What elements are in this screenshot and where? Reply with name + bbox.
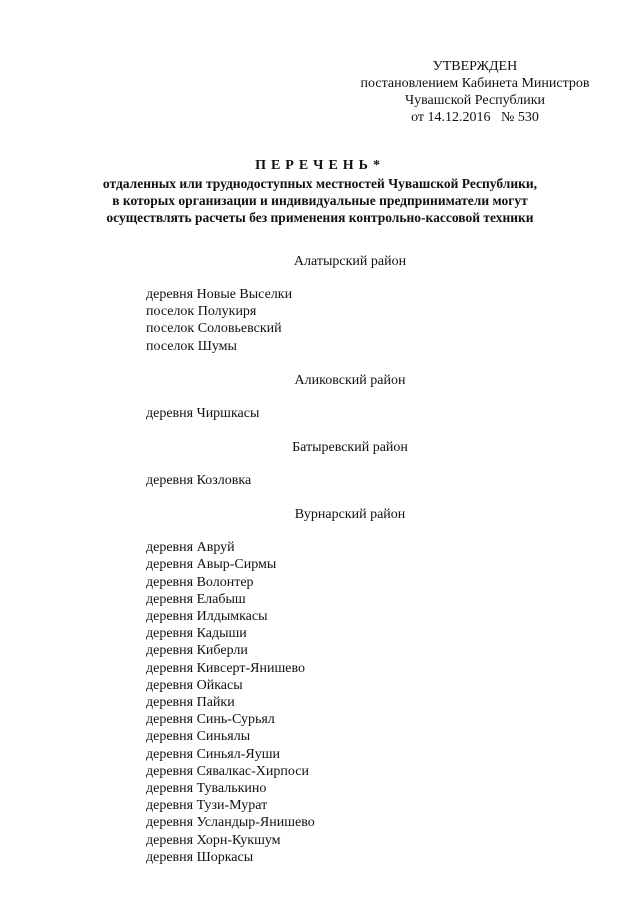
settlement-item: поселок Шумы — [146, 338, 237, 354]
settlement-item: деревня Хорн-Кукшум — [146, 832, 281, 848]
settlement-item: деревня Пайки — [146, 695, 235, 711]
settlement-item: деревня Синьял-Яуши — [146, 746, 280, 762]
district-heading: Аликовский район — [294, 372, 406, 388]
settlement-item: деревня Сявалкас-Хирпоси — [146, 763, 309, 779]
settlement-item: поселок Соловьевский — [146, 321, 282, 337]
settlement-list — [0, 539, 640, 866]
document-title: ПЕРЕЧЕНЬ* — [255, 158, 385, 173]
subtitle-line-2: в которых организации и индивидуальные предприниматели могут — [112, 193, 528, 208]
district-section — [0, 439, 640, 489]
document-header — [0, 157, 640, 226]
approval-resolution: постановлением Кабинета Министров — [360, 76, 590, 91]
district-section — [0, 506, 640, 866]
approval-heading: УТВЕРЖДЕН — [432, 59, 518, 74]
subtitle-line-3: осуществлять расчеты без применения контрольно-кассовой техники — [106, 210, 534, 225]
settlement-item: деревня Кадыши — [146, 626, 247, 642]
settlement-item: деревня Тувалькино — [146, 781, 267, 797]
settlement-list — [0, 472, 640, 489]
district-heading: Вурнарский район — [294, 507, 406, 523]
settlement-list — [0, 286, 640, 355]
approval-stamp — [340, 58, 610, 126]
approval-date-number: от 14.12.2016 № 530 — [411, 110, 539, 125]
settlement-item: деревня Илдымкасы — [146, 609, 268, 625]
settlement-item: деревня Шоркасы — [146, 849, 254, 865]
settlement-item: деревня Кивсерт-Янишево — [146, 660, 305, 676]
districts-list — [0, 253, 640, 883]
settlement-item: деревня Синьялы — [146, 729, 251, 745]
district-heading: Алатырский район — [293, 254, 407, 269]
settlement-item: деревня Чиршкасы — [146, 405, 260, 421]
settlement-item: деревня Авыр-Сирмы — [146, 557, 277, 573]
settlement-item: деревня Ойкасы — [146, 677, 243, 693]
approval-republic: Чувашской Республики — [404, 93, 546, 108]
subtitle-line-1: отдаленных или труднодоступных местностей Чувашской Республики, — [102, 176, 538, 191]
settlement-item: деревня Усландыр-Янишево — [146, 815, 315, 831]
district-section — [0, 372, 640, 422]
settlement-item: поселок Полукиря — [146, 304, 257, 320]
district-heading: Батыревский район — [292, 440, 408, 456]
settlement-item: деревня Волонтер — [146, 574, 254, 590]
settlement-item: деревня Елабыш — [146, 591, 246, 607]
settlement-item: деревня Синь-Сурьял — [146, 712, 275, 728]
district-section — [0, 253, 640, 355]
settlement-item: деревня Тузи-Мурат — [146, 798, 268, 814]
settlement-item: деревня Козловка — [146, 473, 252, 489]
settlement-item: деревня Авруй — [146, 540, 235, 556]
settlement-list — [0, 405, 640, 422]
document-subtitle — [0, 175, 640, 226]
settlement-item: деревня Новые Выселки — [146, 287, 293, 302]
settlement-item: деревня Киберли — [146, 643, 248, 659]
